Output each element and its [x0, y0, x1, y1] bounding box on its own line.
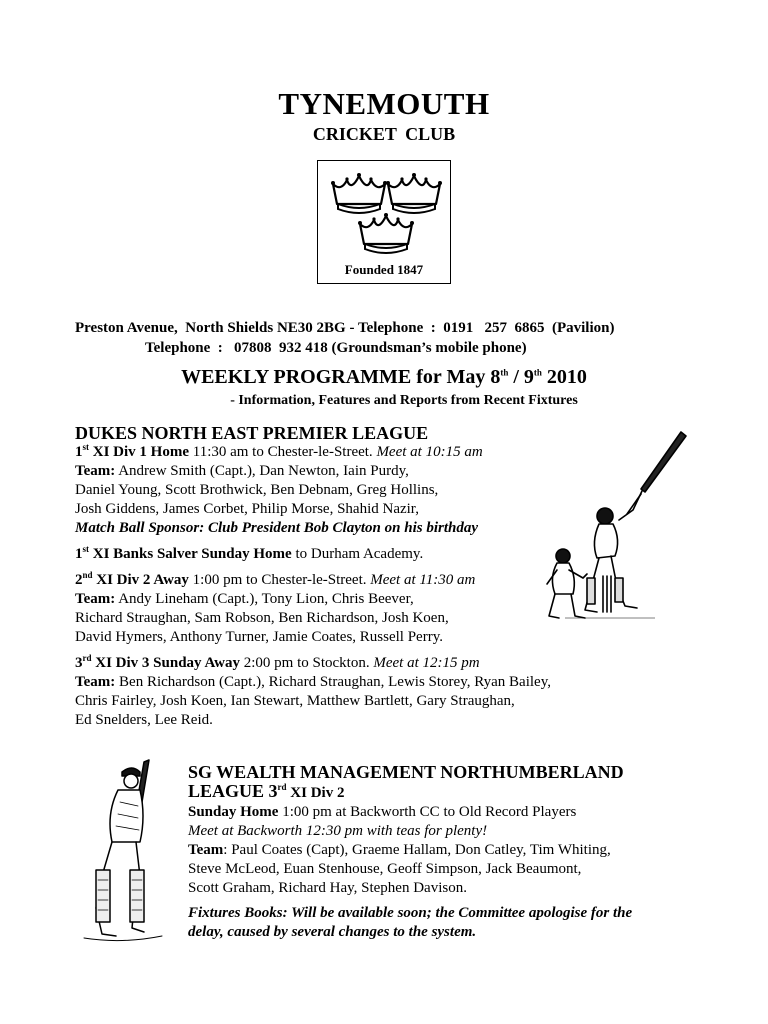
- first-xi-team-line-1: Andrew Smith (Capt.), Dan Newton, Iain Purdy,: [115, 463, 409, 479]
- second-xi-team-line-3: David Hymers, Anthony Turner, Jamie Coates, Russell Perry.: [75, 629, 443, 645]
- fixtures-books-line-1: Fixtures Books: Will be available soon; the Committee apologise for the: [188, 905, 633, 921]
- club-crest: [317, 160, 451, 284]
- first-xi-text: 11:30 am to Chester-le-Street.: [189, 444, 377, 460]
- club-title: TYNEMOUTH: [278, 86, 490, 121]
- weekly-title-sup2: th: [533, 367, 542, 378]
- second-xi-text: 1:00 pm to Chester-le-Street.: [188, 572, 371, 588]
- first-xi-meet: Meet at 10:15 am: [376, 444, 483, 460]
- weekly-title-suffix: 2010: [541, 366, 587, 388]
- second-xi-team-line-2: Richard Straughan, Sam Robson, Ben Richardson, Josh Koen,: [75, 610, 449, 626]
- sg-heading-2-sup: rd: [277, 782, 287, 792]
- third-xi-num: 3: [75, 655, 83, 671]
- dukes-heading: DUKES NORTH EAST PREMIER LEAGUE: [75, 423, 429, 443]
- second-xi-team-line-1: Andy Lineham (Capt.), Tony Lion, Chris Beever,: [115, 591, 414, 607]
- sg-team-line-2: Steve McLeod, Euan Stenhouse, Geoff Simpson, Jack Beaumont,: [188, 861, 582, 877]
- sg-sunday-text: 1:00 pm at Backworth CC to Old Record Players: [278, 804, 577, 820]
- banks-label: XI Banks Salver Sunday Home: [89, 546, 292, 562]
- weekly-title-mid: / 9: [508, 366, 534, 388]
- first-xi-label: XI Div 1 Home: [89, 444, 189, 460]
- sg-wealth-section: [188, 763, 632, 942]
- second-xi-team-label: Team:: [75, 591, 116, 607]
- third-xi-team-label: Team:: [75, 674, 116, 690]
- third-xi-sup: rd: [82, 653, 92, 663]
- sg-heading-2: [188, 782, 632, 803]
- third-xi-team-1: [75, 673, 551, 692]
- dukes-league-section: [75, 424, 551, 730]
- batsman-and-wicketkeeper-illustration: [545, 428, 690, 623]
- third-xi-team-line-3: Ed Snelders, Lee Reid.: [75, 712, 213, 728]
- third-xi-team-line-2: Chris Fairley, Josh Koen, Ian Stewart, Matthew Bartlett, Gary Straughan,: [75, 693, 515, 709]
- second-xi-label: XI Div 2 Away: [92, 572, 189, 588]
- weekly-programme-subtitle: - Information, Features and Reports from Recent Fixtures: [230, 393, 578, 408]
- third-xi-fixture: [75, 654, 551, 673]
- first-xi-fixture: [75, 443, 551, 462]
- club-subtitle: CRICKET CLUB: [312, 124, 456, 144]
- contact-line-1: Preston Avenue, North Shields NE30 2BG - Telephone : 0191 257 6865 (Pavilion): [75, 320, 615, 336]
- sg-heading-1: SG WEALTH MANAGEMENT NORTHUMBERLAND: [188, 762, 624, 782]
- banks-salver-fixture: [75, 545, 551, 564]
- sg-heading-2-suffix: XI Div 2: [286, 785, 345, 801]
- fixtures-books-line-2: delay, caused by several changes to the system.: [188, 924, 477, 940]
- weekly-programme-title: [0, 366, 768, 389]
- sg-team-line-3: Scott Graham, Richard Hay, Stephen Davison.: [188, 880, 467, 896]
- second-xi-team-1: [75, 590, 551, 609]
- sg-sunday-label: Sunday Home: [188, 804, 279, 820]
- banks-sup: st: [82, 544, 89, 554]
- sg-heading-2-prefix: LEAGUE 3: [188, 781, 278, 801]
- weekly-title-sup1: th: [500, 367, 509, 378]
- first-xi-team-1: [75, 462, 551, 481]
- first-xi-sup: st: [82, 442, 89, 452]
- sg-meet: Meet at Backworth 12:30 pm with teas for plenty!: [188, 823, 488, 839]
- third-xi-label: XI Div 3 Sunday Away: [91, 655, 241, 671]
- first-xi-team-line-3: Josh Giddens, James Corbet, Philip Morse, Shahid Nazir,: [75, 501, 419, 517]
- sg-team-1: [188, 841, 632, 860]
- first-xi-team-line-2: Daniel Young, Scott Brothwick, Ben Debnam, Greg Hollins,: [75, 482, 439, 498]
- third-xi-meet: Meet at 12:15 pm: [373, 655, 480, 671]
- sg-team-label: Team: [188, 842, 224, 858]
- third-xi-team-line-1: Ben Richardson (Capt.), Richard Straughan, Lewis Storey, Ryan Bailey,: [115, 674, 551, 690]
- banks-text: to Durham Academy.: [291, 546, 424, 562]
- second-xi-sup: nd: [82, 570, 93, 580]
- sg-sunday-fixture: [188, 803, 632, 822]
- first-xi-team-label: Team:: [75, 463, 116, 479]
- match-ball-sponsor: Match Ball Sponsor: Club President Bob Clayton on his birthday: [75, 520, 479, 536]
- second-xi-meet: Meet at 11:30 am: [370, 572, 476, 588]
- banks-num: 1: [75, 546, 83, 562]
- first-xi-num: 1: [75, 444, 83, 460]
- second-xi-fixture: [75, 571, 551, 590]
- weekly-title-prefix: WEEKLY PROGRAMME for May 8: [181, 366, 501, 388]
- sg-team-line-1: : Paul Coates (Capt), Graeme Hallam, Don Catley, Tim Whiting,: [223, 842, 611, 858]
- third-xi-text: 2:00 pm to Stockton.: [240, 655, 374, 671]
- batsman-illustration: [82, 758, 182, 943]
- second-xi-num: 2: [75, 572, 83, 588]
- founded-year: Founded 1847: [344, 262, 424, 277]
- contact-line-2: Telephone : 07808 932 418 (Groundsman’s mobile phone): [145, 340, 527, 356]
